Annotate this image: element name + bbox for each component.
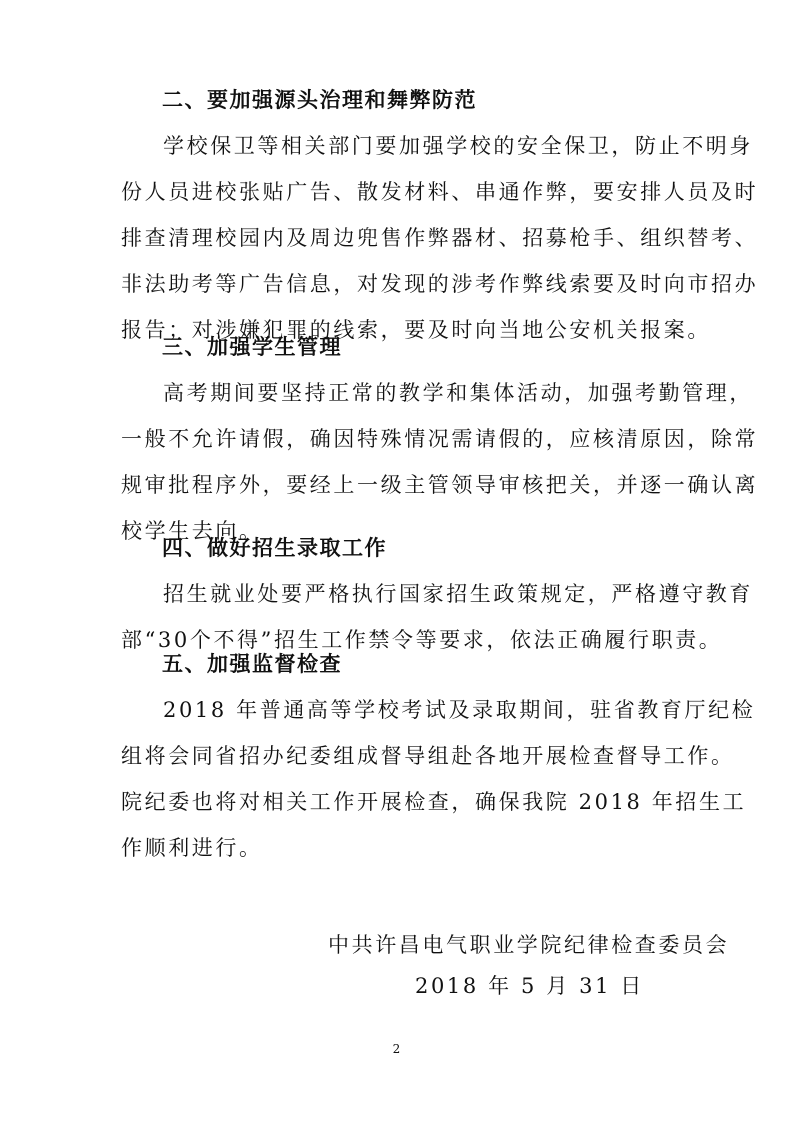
body-line: 一般不允许请假，确因特殊情况需请假的，应核清原因，除常: [121, 427, 759, 451]
section-heading: 四、做好招生录取工作: [162, 536, 387, 560]
body-line: 高考期间要坚持正常的教学和集体活动，加强考勤管理，: [163, 381, 753, 405]
body-line: 报告；对涉嫌犯罪的线索，要及时向当地公安机关报案。: [121, 318, 711, 342]
body-line: 院纪委也将对相关工作开展检查，确保我院 2018 年招生工: [121, 790, 747, 814]
signature-organization: 中共许昌电气职业学院纪律检查委员会: [328, 933, 730, 957]
body-line: 组将会同省招办纪委组成督导组赴各地开展检查督导工作。: [121, 744, 735, 768]
section-heading: 二、要加强源头治理和舞弊防范: [162, 88, 477, 112]
section-heading: 三、加强学生管理: [162, 335, 342, 359]
body-line: 招生就业处要严格执行国家招生政策规定，严格遵守教育: [163, 582, 753, 606]
body-line: 规审批程序外，要经上一级主管领导审核把关，并逐一确认离: [121, 473, 759, 497]
body-line: 份人员进校张贴广告、散发材料、串通作弊，要安排人员及时: [121, 180, 759, 204]
body-line: 作顺利进行。: [121, 836, 263, 860]
section-heading: 五、加强监督检查: [162, 652, 342, 676]
body-line: 校学生去向。: [121, 519, 263, 543]
body-line: 排查清理校园内及周边兜售作弊器材、招募枪手、组织替考、: [121, 226, 759, 250]
signature-date: 2018 年 5 月 31 日: [415, 974, 644, 998]
body-line: 部“30个不得”招生工作禁令等要求，依法正确履行职责。: [121, 628, 723, 652]
body-line: 2018 年普通高等学校考试及录取期间，驻省教育厅纪检: [163, 698, 756, 722]
body-line: 非法助考等广告信息，对发现的涉考作弊线索要及时向市招办: [121, 272, 759, 296]
page-number: 2: [392, 1042, 401, 1056]
body-line: 学校保卫等相关部门要加强学校的安全保卫，防止不明身: [163, 134, 753, 158]
